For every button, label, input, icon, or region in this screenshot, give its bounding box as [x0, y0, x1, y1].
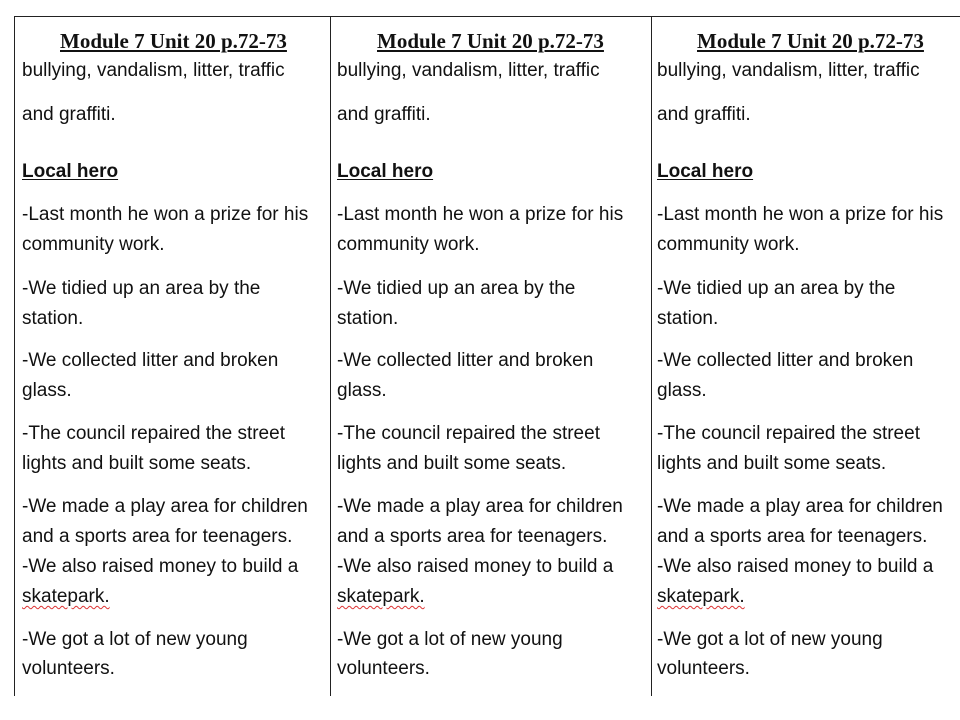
- sentence-5-line-1: -We made a play area for children: [657, 496, 943, 517]
- sentence-7-line-2: volunteers.: [337, 658, 430, 679]
- intro-line-2: and graffiti.: [657, 104, 751, 125]
- column-divider-1: [330, 16, 331, 696]
- sentence-4-line-1: -The council repaired the street: [22, 423, 285, 444]
- sentence-4-line-1: -The council repaired the street: [337, 423, 600, 444]
- sentence-5-line-1: -We made a play area for children: [337, 496, 623, 517]
- sentence-1-line-2: community work.: [657, 234, 800, 255]
- intro-line-1: bullying, vandalism, litter, traffic: [657, 60, 920, 81]
- column-title: Module 7 Unit 20 p.72-73: [377, 29, 604, 53]
- sentence-5-line-1: -We made a play area for children: [22, 496, 308, 517]
- table-left-border: [14, 16, 15, 696]
- sentence-2-line-1: -We tidied up an area by the: [22, 278, 261, 299]
- sentence-6-line-2: skatepark.: [22, 586, 110, 607]
- sentence-6-line-1: -We also raised money to build a: [337, 556, 614, 577]
- sentence-3-line-1: -We collected litter and broken: [22, 350, 279, 371]
- sentence-7-line-1: -We got a lot of new young: [657, 629, 883, 650]
- handout-column-2: [337, 0, 642, 720]
- intro-line-1: bullying, vandalism, litter, traffic: [22, 60, 285, 81]
- sentence-4-line-2: lights and built some seats.: [657, 453, 887, 474]
- sentence-7-line-1: -We got a lot of new young: [22, 629, 248, 650]
- sentence-2-line-1: -We tidied up an area by the: [337, 278, 576, 299]
- sentence-1-line-1: -Last month he won a prize for his: [657, 204, 944, 225]
- column-title: Module 7 Unit 20 p.72-73: [697, 29, 924, 53]
- sentence-1-line-2: community work.: [337, 234, 480, 255]
- sentence-7-line-2: volunteers.: [657, 658, 750, 679]
- section-heading: Local hero: [22, 161, 119, 182]
- sentence-3-line-1: -We collected litter and broken: [657, 350, 914, 371]
- sentence-1-line-1: -Last month he won a prize for his: [337, 204, 624, 225]
- sentence-2-line-1: -We tidied up an area by the: [657, 278, 896, 299]
- intro-line-1: bullying, vandalism, litter, traffic: [337, 60, 600, 81]
- handout-column-3: [657, 0, 957, 720]
- sentence-6-line-1: -We also raised money to build a: [657, 556, 934, 577]
- sentence-1-line-1: -Last month he won a prize for his: [22, 204, 309, 225]
- handout-column-1: [22, 0, 322, 720]
- sentence-4-line-1: -The council repaired the street: [657, 423, 920, 444]
- column-title: Module 7 Unit 20 p.72-73: [60, 29, 287, 53]
- sentence-1-line-2: community work.: [22, 234, 165, 255]
- sentence-5-line-2: and a sports area for teenagers.: [337, 526, 608, 547]
- sentence-2-line-2: station.: [22, 308, 84, 329]
- sentence-3-line-2: glass.: [337, 380, 387, 401]
- sentence-3-line-2: glass.: [22, 380, 72, 401]
- sentence-2-line-2: station.: [337, 308, 399, 329]
- sentence-5-line-2: and a sports area for teenagers.: [657, 526, 928, 547]
- column-divider-2: [651, 16, 652, 696]
- sentence-7-line-1: -We got a lot of new young: [337, 629, 563, 650]
- intro-line-2: and graffiti.: [22, 104, 116, 125]
- sentence-2-line-2: station.: [657, 308, 719, 329]
- sentence-5-line-2: and a sports area for teenagers.: [22, 526, 293, 547]
- section-heading: Local hero: [337, 161, 434, 182]
- sentence-4-line-2: lights and built some seats.: [22, 453, 252, 474]
- sentence-7-line-2: volunteers.: [22, 658, 115, 679]
- sentence-6-line-2: skatepark.: [657, 586, 745, 607]
- sentence-6-line-1: -We also raised money to build a: [22, 556, 299, 577]
- section-heading: Local hero: [657, 161, 754, 182]
- sentence-4-line-2: lights and built some seats.: [337, 453, 567, 474]
- sentence-6-line-2: skatepark.: [337, 586, 425, 607]
- intro-line-2: and graffiti.: [337, 104, 431, 125]
- sentence-3-line-1: -We collected litter and broken: [337, 350, 594, 371]
- sentence-3-line-2: glass.: [657, 380, 707, 401]
